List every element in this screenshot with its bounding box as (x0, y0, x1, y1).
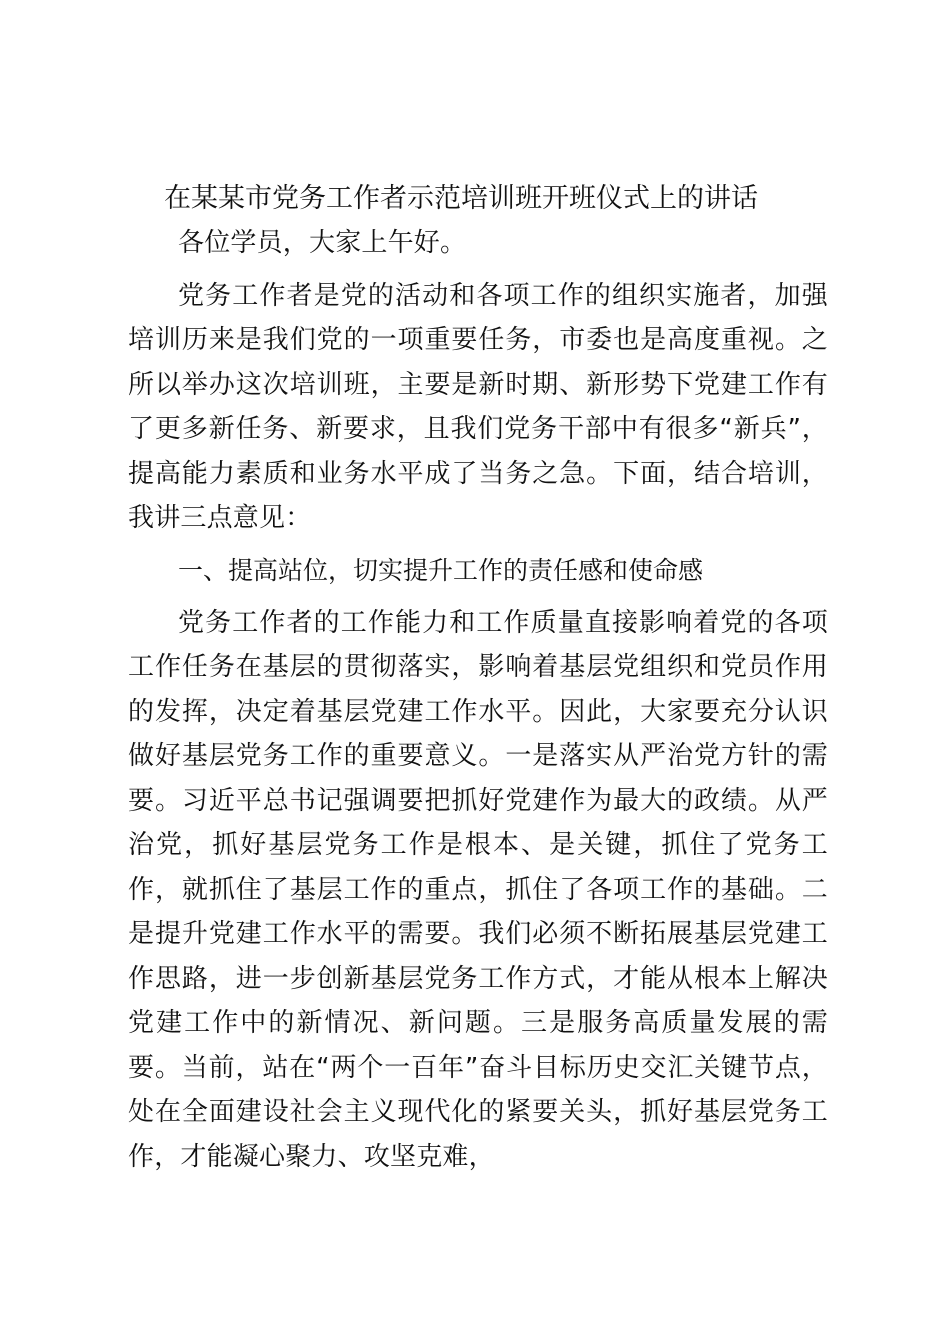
document-body (128, 177, 828, 1179)
intro-paragraph: 党务工作者是党的活动和各项工作的组织实施者，加强培训历来是我们党的一项重要任务，市委也是高度重视。之所以举办这次培训班，主要是新时期、新形势下党建工作有了更多新任务、新要求，且我们党务干部中有很多“新兵”，提高能力素质和业务水平成了当务之急。下面，结合培训，我讲三点意见： (128, 280, 828, 533)
section-1-heading: 一、提高站位，切实提升工作的责任感和使命感 (178, 555, 704, 585)
section-1-paragraph: 党务工作者的工作能力和工作质量直接影响着党的各项工作任务在基层的贯彻落实，影响着基层党组织和党员作用的发挥，决定着基层党建工作水平。因此，大家要充分认识做好基层党务工作的重要意义。一是落实从严治党方针的需要。习近平总书记强调要把抓好党建作为最大的政绩。从严治党，抓好基层党务工作是根本、是关键，抓住了党务工作，就抓住了基层工作的重点，抓住了各项工作的基础。二是提升党建工作水平的需要。我们必须不断拓展基层党建工作思路，进一步创新基层党务工作方式，才能从根本上解决党建工作中的新情况、新问题。三是服务高质量发展的需要。当前，站在“两个一百年”奋斗目标历史交汇关键节点，处在全面建设社会主义现代化的紧要关头，抓好基层党务工作，才能凝心聚力、攻坚克难， (128, 607, 828, 1172)
greeting-paragraph: 各位学员，大家上午好。 (178, 228, 467, 258)
document-title: 在某某市党务工作者示范培训班开班仪式上的讲话 (164, 183, 758, 214)
